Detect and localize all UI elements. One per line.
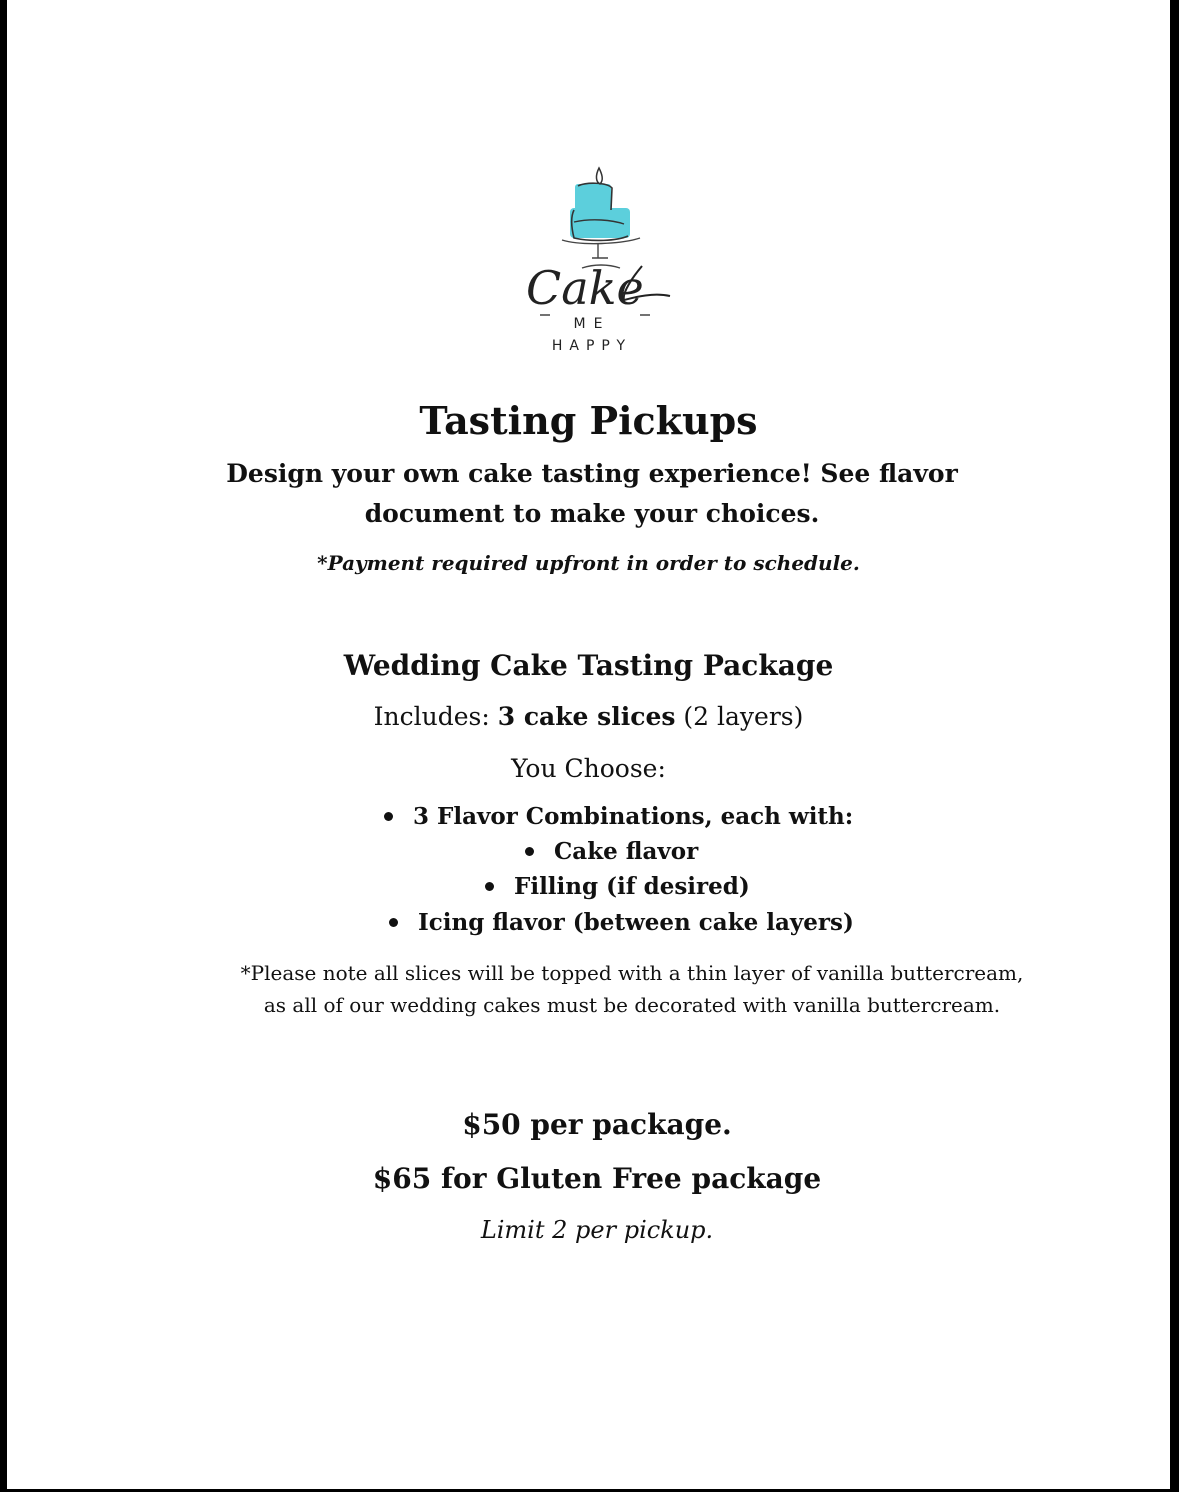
includes-prefix: Includes: [373, 702, 498, 731]
svg-text:Cake: Cake [526, 261, 644, 315]
payment-notice: *Payment required upfront in order to schedule. [317, 551, 860, 575]
intro-text: Design your own cake tasting experience! See flavor document to make your choices. [226, 459, 958, 528]
bullet-icon [525, 847, 534, 856]
list-item [389, 909, 854, 936]
pickup-limit: Limit 2 per pickup. [480, 1216, 714, 1244]
bullet-icon [485, 882, 494, 891]
standard-price: $50 per package. [462, 1108, 732, 1141]
list-item [525, 838, 698, 865]
includes-bold: 3 cake slices [497, 702, 676, 731]
bullet-icon [389, 918, 398, 927]
list-item-text: Icing flavor (between cake layers) [418, 909, 854, 936]
logo-me-text: ME [573, 316, 611, 332]
buttercream-note: *Please note all slices will be topped with a thin layer of vanilla buttercream, as all of our wedding cakes must be decorated with vanilla buttercream. [240, 961, 1024, 1017]
package-title: Wedding Cake Tasting Package [343, 649, 834, 682]
brand-logo [512, 158, 682, 363]
page-title: Tasting Pickups [419, 398, 758, 443]
list-item-text: Filling (if desired) [514, 873, 750, 900]
list-item [384, 803, 853, 830]
you-choose-label: You Choose: [511, 754, 666, 783]
cake-logo-icon [512, 158, 682, 318]
list-item-text: Cake flavor [554, 838, 699, 865]
list-item [485, 873, 750, 900]
document-page [7, 0, 1170, 1489]
list-item-text: 3 Flavor Combinations, each with: [413, 803, 854, 830]
includes-line [7, 702, 1170, 731]
logo-happy-text: HAPPY [551, 338, 633, 354]
includes-suffix: (2 layers) [675, 702, 804, 731]
bullet-icon [384, 812, 393, 821]
gluten-free-price: $65 for Gluten Free package [372, 1162, 822, 1195]
